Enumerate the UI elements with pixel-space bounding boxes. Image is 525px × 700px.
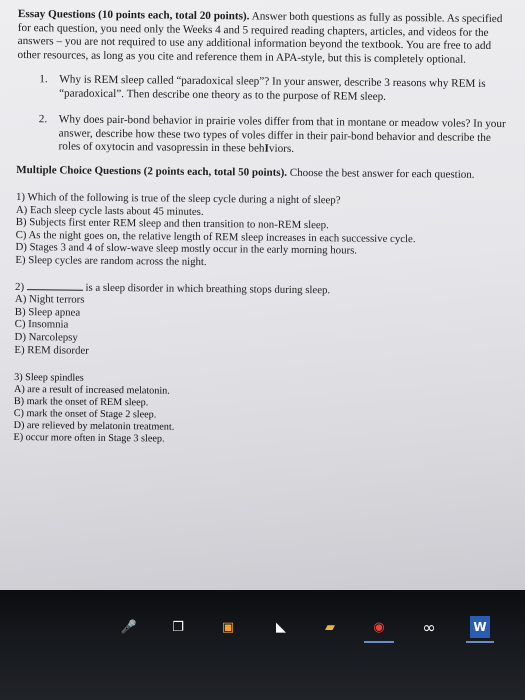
mc-question-1-answer-a: A) Each sleep cycle lasts about 45 minutes.: [15, 203, 204, 218]
file-explorer-icon[interactable]: ▰: [325, 619, 335, 635]
document-content: [13, 8, 514, 449]
windows-taskbar: [0, 590, 525, 700]
mc-question-3-answer-d: D) are relieved by melatonin treatment.: [13, 420, 175, 433]
essay-question-2-number: 2.: [38, 113, 48, 126]
mc-question-2-answer-b: B) Sleep apnea: [14, 305, 81, 319]
essay-heading: Essay Questions (10 points each, total 20 points).: [17, 8, 250, 23]
mc-question-1: [15, 191, 512, 272]
word-active-indicator: [466, 641, 494, 643]
word-icon[interactable]: W: [470, 616, 490, 638]
mc-question-1-answer-d: D) Stages 3 and 4 of slow-wave sleep mostly occur in the early morning hours.: [15, 241, 358, 257]
essay-question-1: [17, 73, 513, 105]
mc-question-3-stem: Sleep spindles: [25, 372, 84, 384]
essay-question-2-text: Why does pair-bond behavior in prairie voles differ from that in montane or meadow voles? In your answer, describe how these two types of voles differ in their pair-bond behavior and describe the roles of oxytocin and vasopressin in these beh: [58, 113, 506, 155]
mc-question-3-answer-e: E) occur more often in Stage 3 sleep.: [13, 432, 165, 445]
chrome-active-indicator: [364, 641, 394, 643]
mc-question-2-stem: is a sleep disorder in which breathing stops during sleep.: [85, 281, 331, 296]
mc-question-1-answer-e: E) Sleep cycles are random across the night.: [15, 253, 207, 268]
mc-heading: Multiple Choice Questions (2 points each, total 50 points).: [16, 163, 288, 179]
mc-question-2-answer-c: C) Insomnia: [14, 318, 69, 331]
essay-question-1-text: Why is REM sleep called “paradoxical sleep”? In your answer, describe 3 reasons why REM is “paradoxical”. Then describe one theory as to the purpose of REM sleep.: [59, 73, 486, 103]
mc-question-3-answer-a: A) are a result of increased melatonin.: [13, 384, 170, 397]
mc-question-2-answer-d: D) Narcolepsy: [14, 330, 78, 344]
infinity-icon[interactable]: ∞: [422, 617, 436, 637]
task-view-icon[interactable]: ❐: [172, 619, 184, 635]
mc-question-3-answer-c: C) mark the onset of Stage 2 sleep.: [13, 408, 157, 421]
essay-intro-text: Answer both questions as fully as possible. As specified for each question, you need only the Weeks 4 and 5 required reading chapters, articles, and videos for the answers – you are not required to use any additional information beyond the textbook. You are free to add other resources, as long as you cite and reference them in APA-style, but this is completely optional.: [17, 10, 503, 66]
mc-question-2: [14, 280, 511, 362]
essay-question-2-text-end: viors.: [268, 142, 295, 155]
text-cursor-icon: I: [264, 142, 269, 155]
fill-in-blank-line: [27, 280, 83, 291]
mc-question-2-number: 2): [15, 280, 25, 293]
mc-question-2-answer-e: E) REM disorder: [14, 343, 89, 357]
vpn-icon[interactable]: ◣: [276, 619, 286, 635]
chrome-icon[interactable]: ◉: [373, 619, 385, 635]
store-icon[interactable]: ▣: [221, 619, 235, 635]
mc-instruction-text: Choose the best answer for each question.: [289, 166, 475, 181]
mc-question-1-stem: Which of the following is true of the sleep cycle during a night of sleep?: [27, 191, 341, 207]
mc-question-1-number: 1): [15, 190, 26, 204]
mc-question-3-answer-b: B) mark the onset of REM sleep.: [13, 396, 149, 409]
mc-question-3: [13, 372, 510, 449]
essay-instructions: [17, 8, 514, 67]
essay-question-1-number: 1.: [39, 73, 48, 86]
mc-question-3-number: 3): [14, 372, 23, 384]
microphone-icon[interactable]: 🎤: [120, 619, 138, 635]
mc-question-2-answer-a: A) Night terrors: [14, 293, 85, 306]
essay-question-2: [16, 113, 512, 159]
mc-question-1-answer-c: C) As the night goes on, the relative length of REM sleep increases in each successive cycle.: [15, 228, 416, 245]
mc-question-1-answer-b: B) Subjects first enter REM sleep and then transition to non-REM sleep.: [15, 216, 329, 232]
